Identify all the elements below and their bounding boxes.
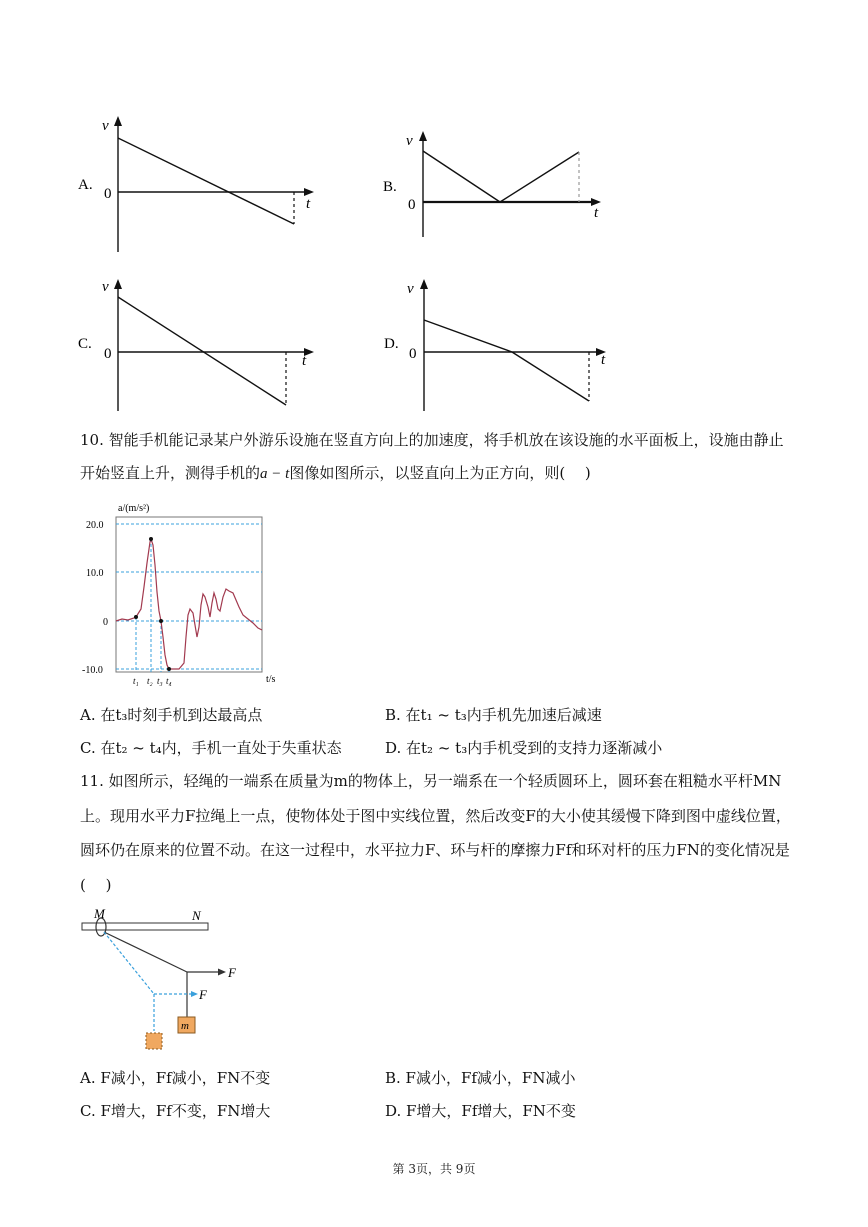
xtick: t₁ <box>133 676 139 686</box>
q11-stem-line3: 圆环仍在原来的位置不动。在这一过程中，水平拉力F、环与杆的摩擦力Ff和环对杆的压力FN的变化情况是 <box>80 841 790 859</box>
graph-option-a <box>70 110 330 260</box>
q10-option-b[interactable]: B. 在t₁ ~ t₃内手机先加速后减速 <box>385 706 602 724</box>
q11-option-a[interactable]: A. F减小，Ff减小，FN不变 <box>80 1069 271 1087</box>
xtick: t₃ <box>157 676 163 686</box>
option-label: D. <box>384 336 399 352</box>
q11-option-d[interactable]: D. F增大，Ff增大，FN不变 <box>385 1102 576 1120</box>
ylabel: v <box>407 281 414 297</box>
q11-option-c[interactable]: C. F增大，Ff不变，FN增大 <box>80 1102 271 1120</box>
q10-option-d[interactable]: D. 在t₂ ~ t₃内手机受到的支持力逐渐减小 <box>385 739 663 757</box>
q10-math: a − t <box>260 466 290 482</box>
xlabel: t <box>302 353 307 369</box>
label-m-point: M <box>94 906 105 921</box>
xtick: t₄ <box>166 676 172 686</box>
ylabel: v <box>102 118 109 134</box>
origin: 0 <box>409 346 417 362</box>
q10-stem-line1: 10. 智能手机能记录某户外游乐设施在竖直方向上的加速度，将手机放在该设施的水平面板上，设施由静止 <box>80 431 784 449</box>
graph-option-b <box>380 125 620 245</box>
xtick: t₂ <box>147 676 153 686</box>
origin: 0 <box>104 186 112 202</box>
xlabel: t <box>594 205 599 221</box>
option-label: B. <box>383 179 397 195</box>
graph-option-d <box>380 275 620 415</box>
q10-option-a[interactable]: A. 在t₃时刻手机到达最高点 <box>80 706 263 724</box>
option-label: C. <box>78 336 92 352</box>
ytick: -10.0 <box>82 665 103 676</box>
q10-line2-pre: 开始竖直上升，测得手机的 <box>80 464 261 482</box>
graph-option-c <box>70 275 330 415</box>
q11-stem-line4: ( ) <box>80 876 112 894</box>
q11-option-b[interactable]: B. F减小，Ff减小，FN减小 <box>385 1069 576 1087</box>
q10-option-c[interactable]: C. 在t₂ ~ t₄内，手机一直处于失重状态 <box>80 739 342 757</box>
page-footer: 第 3页，共 9页 <box>392 1162 476 1176</box>
q10-line2-post: 图像如图所示，以竖直向上为正方向，则( ) <box>289 464 591 482</box>
label-n-point: N <box>192 908 201 923</box>
q10-at-chart <box>78 497 288 692</box>
label-force-solid: F <box>228 965 236 980</box>
option-label: A. <box>78 177 93 193</box>
xlabel: t <box>601 352 606 368</box>
q11-rope-diagram <box>78 905 258 1055</box>
chart-xlabel: t/s <box>266 674 276 685</box>
label-force-dashed: F <box>199 987 207 1002</box>
ylabel: v <box>102 279 109 295</box>
ytick: 10.0 <box>86 568 104 579</box>
label-mass: m <box>181 1020 189 1032</box>
origin: 0 <box>104 346 112 362</box>
xlabel: t <box>306 196 311 212</box>
q11-stem-line1: 11. 如图所示，轻绳的一端系在质量为m的物体上，另一端系在一个轻质圆环上，圆环套在粗糙水平杆MN <box>80 772 782 790</box>
ytick: 0 <box>103 617 108 628</box>
chart-ylabel: a/(m/s²) <box>118 503 150 514</box>
ylabel: v <box>406 133 413 149</box>
origin: 0 <box>408 197 416 213</box>
q10-stem-line2 <box>80 463 591 484</box>
q11-stem-line2: 上。现用水平力F拉绳上一点，使物体处于图中实线位置，然后改变F的大小使其缓慢下降到图中虚线位置， <box>80 807 791 825</box>
ytick: 20.0 <box>86 520 104 531</box>
